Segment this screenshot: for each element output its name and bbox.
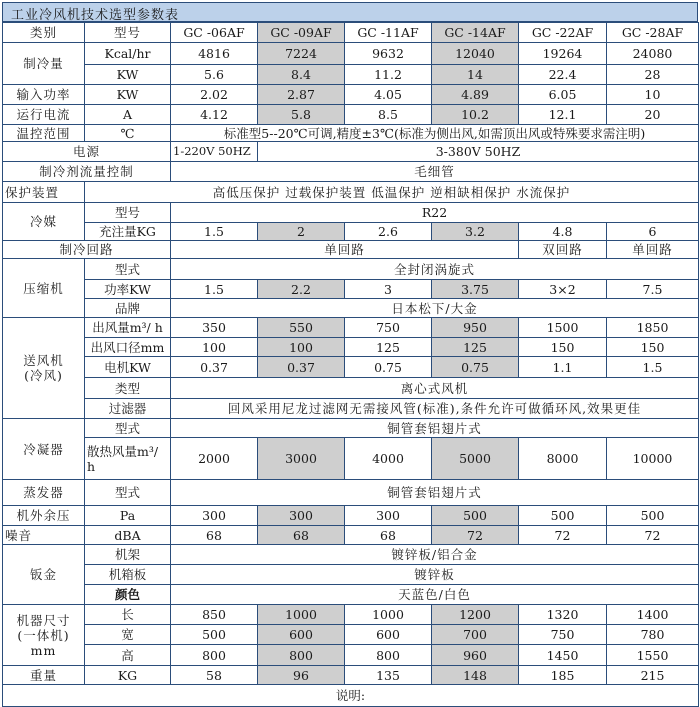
power-single: 1-220V 50HZ	[171, 142, 258, 162]
sheet-panel-value: 镀锌板	[171, 565, 699, 585]
value-cell: 28	[607, 65, 699, 85]
circuit-row	[3, 241, 699, 259]
model-name: GC -11AF	[345, 23, 432, 43]
refrigerant-type-row	[3, 203, 699, 223]
compressor-label: 压缩机	[3, 259, 85, 318]
power-three: 3-380V 50HZ	[258, 142, 699, 162]
value-cell: 4.89	[432, 85, 519, 105]
value-cell: 1500	[519, 318, 607, 338]
input-power-label: 输入功率	[3, 85, 85, 105]
header-category: 类别	[3, 23, 85, 43]
dim-width-row	[3, 625, 699, 645]
value-cell: 600	[258, 625, 345, 645]
condenser-airflow-label	[85, 438, 171, 480]
current-row	[3, 105, 699, 125]
value-cell: 135	[345, 666, 432, 685]
compressor-power-label: 功率KW	[85, 280, 171, 299]
protection-value: 高低压保护 过载保护装置 低温保护 逆相缺相保护 水流保护	[85, 182, 699, 203]
sheet-frame-row	[3, 545, 699, 565]
value-cell: 125	[432, 338, 519, 357]
fan-filter-value: 回风采用尼龙过滤网无需接风管(标准),条件允许可做循环风,效果更佳	[171, 399, 699, 419]
note-row	[3, 685, 699, 707]
value-cell: 2.02	[171, 85, 258, 105]
cooling-label: 制冷量	[3, 43, 85, 85]
value-cell: 9632	[345, 43, 432, 65]
spec-table	[2, 22, 699, 707]
value-cell: 1400	[607, 605, 699, 625]
value-cell: 24080	[607, 43, 699, 65]
value-cell: 300	[171, 506, 258, 526]
value-cell: 8.4	[258, 65, 345, 85]
value-cell: 4000	[345, 438, 432, 480]
sheet-color-label: 颜色	[85, 585, 171, 605]
value-cell: 960	[432, 645, 519, 666]
value-cell: 5000	[432, 438, 519, 480]
condenser-airflow-label-line1: 散热风量m³/	[87, 443, 159, 459]
refrigerant-charge-label: 充注量KG	[85, 223, 171, 241]
value-cell: 750	[345, 318, 432, 338]
fan-type-value: 离心式风机	[171, 378, 699, 399]
value-cell: 300	[345, 506, 432, 526]
cooling-kcal-row	[3, 43, 699, 65]
value-cell: 4.12	[171, 105, 258, 125]
value-cell: 2	[258, 223, 345, 241]
unit-cell: A	[85, 105, 171, 125]
power-label: 电源	[3, 142, 171, 162]
value-cell: 1320	[519, 605, 607, 625]
refrigerant-type-value: R22	[171, 203, 699, 223]
dimensions-label-line2: (一体机)	[17, 627, 70, 643]
value-cell: 700	[432, 625, 519, 645]
evaporator-label: 蒸发器	[3, 480, 85, 506]
value-cell: 148	[432, 666, 519, 685]
circuit-single: 单回路	[171, 241, 519, 259]
value-cell: 96	[258, 666, 345, 685]
sheet-panel-label: 机箱板	[85, 565, 171, 585]
value-cell: 0.37	[171, 357, 258, 378]
value-cell: 350	[171, 318, 258, 338]
sheet-color-row	[3, 585, 699, 605]
value-cell: 1.5	[607, 357, 699, 378]
value-cell: 950	[432, 318, 519, 338]
value-cell: 300	[258, 506, 345, 526]
value-cell: 150	[607, 338, 699, 357]
unit-cell: KW	[85, 85, 171, 105]
value-cell: 3.75	[432, 280, 519, 299]
condenser-airflow-label-line2: h	[87, 458, 96, 474]
condenser-type-row	[3, 419, 699, 438]
current-label: 运行电流	[3, 105, 85, 125]
value-cell: 68	[258, 526, 345, 545]
value-cell: 3×2	[519, 280, 607, 299]
value-cell: 8000	[519, 438, 607, 480]
value-cell: 4.8	[519, 223, 607, 241]
unit-cell: KG	[85, 666, 171, 685]
refrigerant-type-label: 型号	[85, 203, 171, 223]
value-cell: 3000	[258, 438, 345, 480]
value-cell: 22.4	[519, 65, 607, 85]
protection-row	[3, 182, 699, 203]
value-cell: 500	[607, 506, 699, 526]
compressor-brand-value: 日本松下/大金	[171, 299, 699, 318]
power-row	[3, 142, 699, 162]
value-cell: 1.5	[171, 280, 258, 299]
sheet-frame-value: 镀锌板/铝合金	[171, 545, 699, 565]
value-cell: 5.6	[171, 65, 258, 85]
value-cell: 10	[607, 85, 699, 105]
evaporator-type-value: 铜管套铝翅片式	[171, 480, 699, 506]
value-cell: 500	[432, 506, 519, 526]
value-cell: 10000	[607, 438, 699, 480]
dim-length-row	[3, 605, 699, 625]
value-cell: 500	[171, 625, 258, 645]
flow-control-value: 毛细管	[171, 162, 699, 182]
circuit-single-2: 单回路	[607, 241, 699, 259]
value-cell: 750	[519, 625, 607, 645]
ext-pressure-label: 机外余压	[3, 506, 85, 526]
value-cell: 19264	[519, 43, 607, 65]
table-title: 工业冷风机技术选型参数表	[11, 8, 180, 23]
dim-height-row	[3, 645, 699, 666]
value-cell: 500	[519, 506, 607, 526]
evaporator-row	[3, 480, 699, 506]
unit-cell: KW	[85, 65, 171, 85]
fan-type-label: 类型	[85, 378, 171, 399]
model-name: GC -22AF	[519, 23, 607, 43]
circuit-label: 制冷回路	[3, 241, 171, 259]
value-cell: 185	[519, 666, 607, 685]
compressor-power-row	[3, 280, 699, 299]
flow-control-row	[3, 162, 699, 182]
dimensions-label	[3, 605, 85, 666]
model-name: GC -06AF	[171, 23, 258, 43]
value-cell: 125	[345, 338, 432, 357]
value-cell: 72	[432, 526, 519, 545]
fan-airflow-row	[3, 318, 699, 338]
fan-filter-label: 过滤器	[85, 399, 171, 419]
sheet-panel-row	[3, 565, 699, 585]
value-cell: 600	[345, 625, 432, 645]
value-cell: 10.2	[432, 105, 519, 125]
compressor-brand-label: 品牌	[85, 299, 171, 318]
value-cell: 100	[171, 338, 258, 357]
fan-type-row	[3, 378, 699, 399]
value-cell: 2000	[171, 438, 258, 480]
value-cell: 6.05	[519, 85, 607, 105]
value-cell: 3.2	[432, 223, 519, 241]
temp-control-value: 标准型5--20℃可调,精度±3℃(标准为侧出风,如需顶出风或特殊要求需注明)	[171, 125, 699, 142]
note-label: 说明:	[3, 685, 699, 707]
value-cell: 3	[345, 280, 432, 299]
fan-motor-row	[3, 357, 699, 378]
unit-cell: Pa	[85, 506, 171, 526]
value-cell: 0.75	[345, 357, 432, 378]
fan-label-line2: (冷风)	[24, 368, 63, 383]
fan-label-line1: 送风机	[23, 353, 64, 368]
temp-control-label: 温控范围	[3, 125, 85, 142]
compressor-type-row	[3, 259, 699, 280]
fan-outlet-row	[3, 338, 699, 357]
circuit-double: 双回路	[519, 241, 607, 259]
dim-height-label: 高	[85, 645, 171, 666]
fan-outlet-label: 出风口径mm	[85, 338, 171, 357]
value-cell: 58	[171, 666, 258, 685]
ext-pressure-row	[3, 506, 699, 526]
temp-control-row	[3, 125, 699, 142]
value-cell: 100	[258, 338, 345, 357]
value-cell: 1200	[432, 605, 519, 625]
unit-cell: Kcal/hr	[85, 43, 171, 65]
dim-width-label: 宽	[85, 625, 171, 645]
protection-label: 保护装置	[3, 182, 85, 203]
model-name: GC -28AF	[607, 23, 699, 43]
compressor-type-label: 型式	[85, 259, 171, 280]
value-cell: 1.1	[519, 357, 607, 378]
value-cell: 12040	[432, 43, 519, 65]
value-cell: 800	[345, 645, 432, 666]
refrigerant-charge-row	[3, 223, 699, 241]
condenser-type-label: 型式	[85, 419, 171, 438]
noise-row	[3, 526, 699, 545]
title-bar	[2, 2, 698, 22]
value-cell: 800	[258, 645, 345, 666]
condenser-airflow-row	[3, 438, 699, 480]
sheet-frame-label: 机架	[85, 545, 171, 565]
value-cell: 20	[607, 105, 699, 125]
condenser-label: 冷凝器	[3, 419, 85, 480]
value-cell: 72	[607, 526, 699, 545]
value-cell: 5.8	[258, 105, 345, 125]
value-cell: 4816	[171, 43, 258, 65]
weight-row	[3, 666, 699, 685]
model-name: GC -09AF	[258, 23, 345, 43]
value-cell: 800	[171, 645, 258, 666]
value-cell: 550	[258, 318, 345, 338]
value-cell: 8.5	[345, 105, 432, 125]
evaporator-type-label: 型式	[85, 480, 171, 506]
unit-cell: ℃	[85, 125, 171, 142]
dimensions-label-line1: 机器尺寸	[16, 612, 71, 628]
compressor-type-value: 全封闭涡旋式	[171, 259, 699, 280]
value-cell: 2.2	[258, 280, 345, 299]
input-power-row	[3, 85, 699, 105]
value-cell: 1000	[258, 605, 345, 625]
value-cell: 0.37	[258, 357, 345, 378]
model-name: GC -14AF	[432, 23, 519, 43]
value-cell: 12.1	[519, 105, 607, 125]
value-cell: 150	[519, 338, 607, 357]
sheet-metal-label: 钣金	[3, 545, 85, 605]
value-cell: 11.2	[345, 65, 432, 85]
value-cell: 68	[345, 526, 432, 545]
value-cell: 4.05	[345, 85, 432, 105]
value-cell: 850	[171, 605, 258, 625]
compressor-brand-row	[3, 299, 699, 318]
value-cell: 1850	[607, 318, 699, 338]
weight-label: 重量	[3, 666, 85, 685]
fan-filter-row	[3, 399, 699, 419]
header-model: 型号	[85, 23, 171, 43]
value-cell: 215	[607, 666, 699, 685]
dimensions-label-line3: mm	[30, 642, 57, 658]
value-cell: 1450	[519, 645, 607, 666]
value-cell: 0.75	[432, 357, 519, 378]
value-cell: 72	[519, 526, 607, 545]
unit-cell: dBA	[85, 526, 171, 545]
sheet-color-value: 天蓝色/白色	[171, 585, 699, 605]
header-row	[3, 23, 699, 43]
value-cell: 7224	[258, 43, 345, 65]
value-cell: 2.6	[345, 223, 432, 241]
value-cell: 6	[607, 223, 699, 241]
value-cell: 2.87	[258, 85, 345, 105]
fan-label	[3, 318, 85, 419]
value-cell: 1.5	[171, 223, 258, 241]
value-cell: 1550	[607, 645, 699, 666]
refrigerant-label: 冷媒	[3, 203, 85, 241]
condenser-type-value: 铜管套铝翅片式	[171, 419, 699, 438]
flow-control-label: 制冷剂流量控制	[3, 162, 171, 182]
fan-motor-label: 电机KW	[85, 357, 171, 378]
value-cell: 14	[432, 65, 519, 85]
fan-airflow-label: 出风量m³/ h	[85, 318, 171, 338]
value-cell: 780	[607, 625, 699, 645]
value-cell: 1000	[345, 605, 432, 625]
dim-length-label: 长	[85, 605, 171, 625]
value-cell: 68	[171, 526, 258, 545]
cooling-kw-row	[3, 65, 699, 85]
noise-label: 噪音	[3, 526, 85, 545]
value-cell: 7.5	[607, 280, 699, 299]
